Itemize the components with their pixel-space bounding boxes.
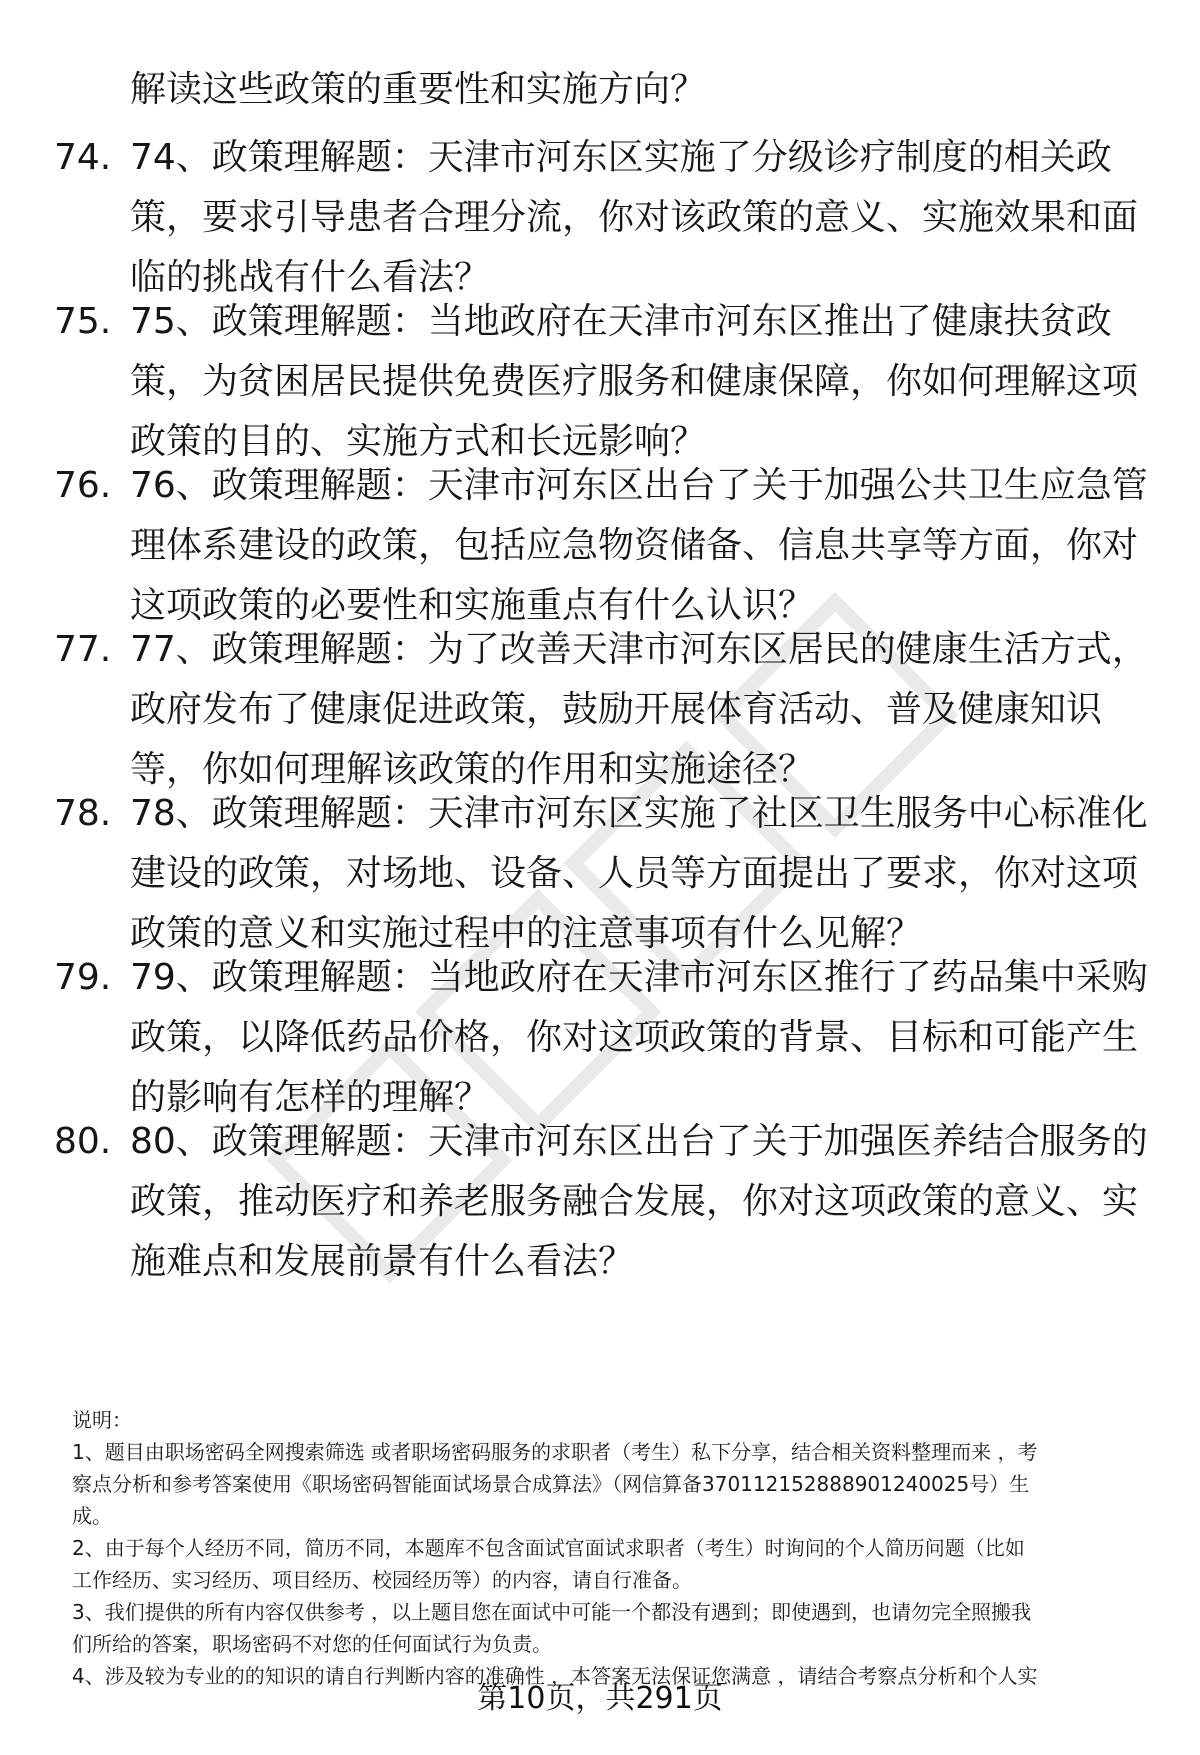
question-text — [130, 128, 1140, 308]
continuation-line: 解读这些政策的重要性和实施方向？ — [130, 69, 707, 110]
question-number: 74. — [54, 137, 112, 178]
question-number: 76. — [54, 465, 112, 506]
question-number: 77. — [54, 629, 112, 670]
question-line: 75、政策理解题：当地政府在天津市河东区推出了健康扶贫政 — [130, 301, 1112, 342]
question-line: 这项政策的必要性和实施重点有什么认识？ — [130, 585, 815, 626]
question-line: 政策的目的、实施方式和长远影响？ — [130, 421, 707, 462]
question-line: 74、政策理解题：天津市河东区实施了分级诊疗制度的相关政 — [130, 137, 1112, 178]
question-line: 政策，推动医疗和养老服务融合发展，你对这项政策的意义、实 — [130, 1181, 1139, 1222]
question-line: 临的挑战有什么看法？ — [130, 257, 491, 298]
question-text — [130, 620, 1148, 800]
question-line: 政府发布了健康促进政策，鼓励开展体育活动、普及健康知识 — [130, 689, 1103, 730]
question-line: 政策，以降低药品价格，你对这项政策的背景、目标和可能产生 — [130, 1017, 1139, 1058]
question-line: 理体系建设的政策，包括应急物资储备、信息共享等方面，你对 — [130, 525, 1139, 566]
page-number: 第10页，共291页 — [477, 1681, 723, 1716]
question-line: 76、政策理解题：天津市河东区出台了关于加强公共卫生应急管 — [130, 465, 1148, 506]
notes-section — [72, 1404, 1152, 1692]
question-line: 的影响有怎样的理解？ — [130, 1077, 491, 1118]
notes-line: 1、题目由职场密码全网搜索筛选 或者职场密码服务的求职者（考生）私下分享，结合相关资料整理而来 ，考 — [72, 1440, 1038, 1464]
notes-line: 4、涉及较为专业的的知识的请自行判断内容的准确性 ，本答案无法保证您满意 ，请结合考察点分析和个人实 — [72, 1664, 1038, 1688]
question-line: 77、政策理解题：为了改善天津市河东区居民的健康生活方式， — [130, 629, 1148, 670]
question-line: 78、政策理解题：天津市河东区实施了社区卫生服务中心标准化 — [130, 793, 1148, 834]
notes-line: 工作经历、实习经历、项目经历、校园经历等）的内容，请自行准备。 — [72, 1568, 692, 1592]
question-line: 等，你如何理解该政策的作用和实施途径？ — [130, 749, 815, 790]
question-line: 79、政策理解题：当地政府在天津市河东区推行了药品集中采购 — [130, 957, 1148, 998]
question-line: 政策的意义和实施过程中的注意事项有什么见解？ — [130, 913, 923, 954]
question-text — [130, 456, 1148, 636]
question-number: 78. — [54, 793, 112, 834]
question-text — [130, 292, 1140, 472]
question-text — [130, 1112, 1148, 1292]
notes-title: 说明： — [72, 1408, 132, 1432]
question-text — [130, 948, 1148, 1128]
notes-line: 2、由于每个人经历不同，简历不同，本题库不包含面试官面试求职者（考生）时询问的个人简历问题（比如 — [72, 1536, 1025, 1560]
question-line: 策，要求引导患者合理分流，你对该政策的意义、实施效果和面 — [130, 197, 1139, 238]
question-line: 策，为贫困居民提供免费医疗服务和健康保障，你如何理解这项 — [130, 361, 1139, 402]
question-line: 施难点和发展前景有什么看法？ — [130, 1241, 635, 1282]
question-number: 80. — [54, 1121, 112, 1162]
question-line: 80、政策理解题：天津市河东区出台了关于加强医养结合服务的 — [130, 1121, 1148, 1162]
notes-line: 3、我们提供的所有内容仅供参考 ，以上题目您在面试中可能一个都没有遇到；即使遇到，也请勿完全照搬我 — [72, 1600, 1032, 1624]
question-text — [130, 784, 1148, 964]
notes-line: 察点分析和参考答案使用《职场密码智能面试场景合成算法》（网信算备370112152888901240025号）生 — [72, 1472, 1030, 1496]
notes-line: 成。 — [72, 1504, 112, 1528]
notes-line: 们所给的答案，职场密码不对您的任何面试行为负责。 — [72, 1632, 552, 1656]
question-line: 建设的政策，对场地、设备、人员等方面提出了要求，你对这项 — [130, 853, 1139, 894]
question-number: 75. — [54, 301, 112, 342]
question-number: 79. — [54, 957, 112, 998]
